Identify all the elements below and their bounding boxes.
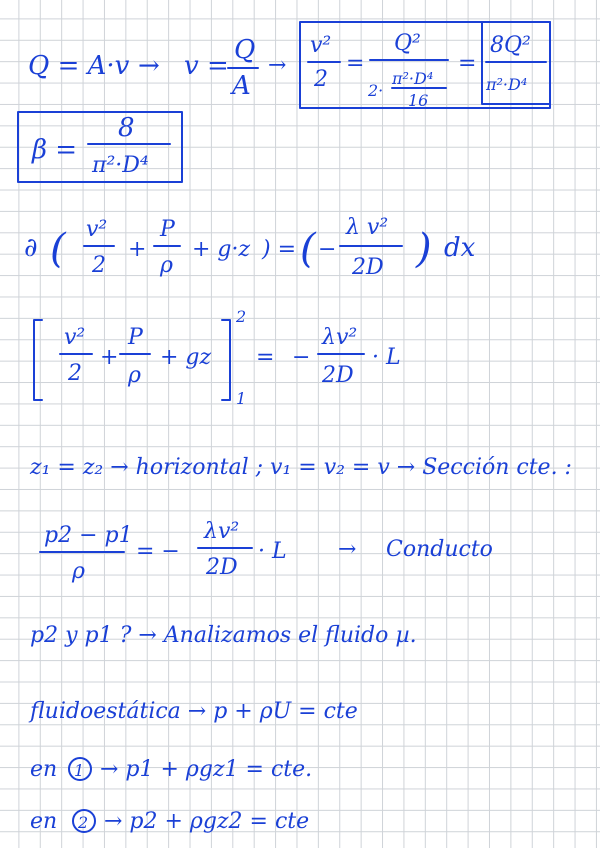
- eq1-arrow2: →: [268, 53, 287, 78]
- beta-lhs: β =: [32, 135, 78, 165]
- equation-differential: [24, 215, 476, 280]
- eq1-den-A: A: [232, 71, 251, 101]
- en2-rest: → p2 + ρgz2 = cte: [104, 809, 310, 834]
- int-two: 2: [68, 361, 82, 386]
- line-question: p2 y p1 ? → Analizamos el fluido µ.: [30, 623, 417, 648]
- line-en-1: [30, 757, 312, 782]
- diff-lv2: λ v²: [346, 215, 389, 240]
- eq1-v-eq: v =: [184, 51, 229, 81]
- int-plus: +: [100, 345, 119, 370]
- cond-L: · L: [258, 539, 287, 564]
- diff-d: ∂: [24, 233, 38, 263]
- line-fluidostatica: fluidoestática → p + ρU = cte: [30, 699, 358, 724]
- cond-den: ρ: [72, 559, 85, 584]
- box-2: 2: [314, 67, 328, 92]
- cond-eq: = −: [136, 539, 180, 564]
- cond-label: Conducto: [386, 537, 493, 562]
- en1-en: en: [30, 757, 58, 782]
- diff-two: 2: [92, 253, 106, 278]
- diff-minus: −: [318, 237, 337, 262]
- diff-plus1: +: [128, 237, 147, 262]
- cond-lv2: λv²: [204, 519, 240, 544]
- int-minus: −: [292, 345, 311, 370]
- diff-plus2: + g·z: [192, 237, 251, 262]
- equation-beta: [18, 112, 182, 182]
- cond-twoD: 2D: [206, 555, 238, 580]
- diff-dx: dx: [444, 233, 476, 263]
- int-bracket-left: [34, 320, 42, 400]
- int-sub: 1: [236, 389, 247, 408]
- line-horizontal: z₁ = z₂ → horizontal ; v₁ = v₂ = v → Sección cte. :: [30, 455, 572, 480]
- int-sup: 2: [236, 307, 247, 326]
- en1-num: 1: [74, 761, 85, 780]
- box-eq: =: [346, 51, 365, 76]
- beta-den: π²·D⁴: [92, 153, 149, 178]
- cond-arrow: →: [338, 537, 357, 562]
- int-gz: + gz: [160, 345, 212, 370]
- int-P: P: [128, 325, 143, 350]
- int-L: · L: [372, 345, 401, 370]
- diff-close: ) =: [262, 237, 297, 262]
- diff-rho: ρ: [160, 253, 173, 278]
- box-pi2D4b: π²·D⁴: [486, 75, 528, 94]
- en2-num: 2: [78, 813, 89, 832]
- int-lv2: λv²: [322, 325, 358, 350]
- diff-twoD: 2D: [352, 255, 384, 280]
- int-v2: v²: [64, 325, 86, 350]
- int-twoD: 2D: [322, 363, 354, 388]
- en2-en: en: [30, 809, 58, 834]
- line-en-2: [30, 809, 309, 834]
- box-2dot: 2·: [368, 81, 384, 100]
- diff-v2: v²: [86, 217, 108, 242]
- box-Q2: Q²: [394, 31, 421, 56]
- eq1-num-Q: Q: [234, 35, 256, 65]
- equation-continuity: [28, 22, 550, 110]
- box-v2: v²: [310, 33, 332, 58]
- equation-conduit: [40, 519, 493, 584]
- diff-open: (: [50, 226, 66, 272]
- box-8Q2: 8Q²: [490, 33, 531, 58]
- en1-rest: → p1 + ρgz1 = cte.: [100, 757, 313, 782]
- int-bracket-right: [222, 320, 230, 400]
- eq1-lhs: Q = A·v: [28, 51, 130, 81]
- diff-P: P: [160, 217, 175, 242]
- box-pi2D4: π²·D⁴: [392, 69, 434, 88]
- box-eq2: =: [458, 51, 477, 76]
- cond-num: p2 − p1: [44, 523, 133, 548]
- box-16: 16: [408, 91, 429, 110]
- diff-rhs-close: ): [416, 226, 432, 272]
- int-rho: ρ: [128, 363, 141, 388]
- int-eq: =: [256, 345, 275, 370]
- equation-integrated: [34, 307, 401, 408]
- beta-num: 8: [118, 113, 135, 143]
- eq1-arrow1: →: [138, 51, 160, 81]
- diff-rhs-open: (: [300, 226, 316, 272]
